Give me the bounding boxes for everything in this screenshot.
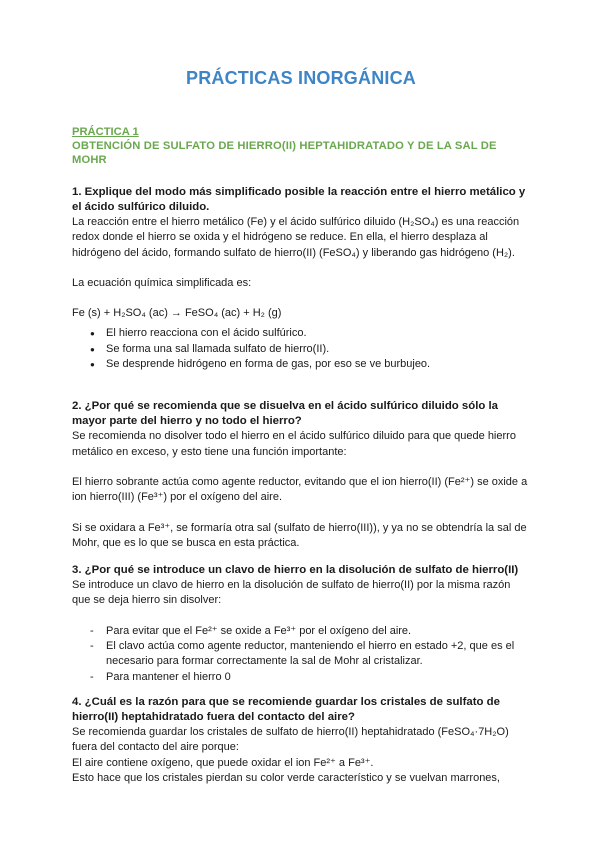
question-4-heading: 4. ¿Cuál es la razón para que se recomiende guardar los cristales de sulfato de hierro(II) heptahidratado fuera del contacto del aire?	[72, 695, 500, 723]
practice-header	[72, 125, 530, 167]
question-3	[72, 563, 530, 685]
list-item: - El clavo actúa como agente reductor, manteniendo el hierro en estado +2, que es el necesario para formar correctamente la sal de Mohr al cristalizar.	[90, 639, 530, 670]
question-4-line-2: El aire contiene oxígeno, que puede oxidar el ion Fe²⁺ a Fe³⁺.	[72, 756, 374, 769]
question-2-paragraph-3: Si se oxidara a Fe³⁺, se formaría otra sal (sulfato de hierro(III)), y ya no se obtendría la sal de Mohr, que es lo que se busca en esta práctica.	[72, 521, 527, 549]
question-3-answer: Se introduce un clavo de hierro en la disolución de sulfato de hierro(II) por la misma razón que se deja hierro sin disolver:	[72, 579, 511, 607]
question-1-answer: La reacción entre el hierro metálico (Fe) y el ácido sulfúrico diluido (H₂SO₄) es una reacción redox donde el hierro se oxida y el hidrógeno se reduce. En ella, el hierro desplaza al hidrógeno del ácido, formando sulfato de hierro(II) (FeSO₄) y liberando gas hidrógeno (H₂).	[72, 216, 520, 259]
question-4	[72, 695, 530, 786]
question-2	[72, 399, 530, 551]
list-item: ● Se desprende hidrógeno en forma de gas, por eso se ve burbujeo.	[90, 357, 530, 372]
chemical-equation: Fe (s) + H₂SO₄ (ac) → FeSO₄ (ac) + H₂ (g)	[72, 307, 282, 320]
question-2-answer: Se recomienda no disolver todo el hierro en el ácido sulfúrico diluido para que quede hierro metálico en exceso, y esto tiene una función importante:	[72, 430, 516, 458]
question-3-heading: 3. ¿Por qué se introduce un clavo de hierro en la disolución de sulfato de hierro(II)	[72, 564, 519, 577]
question-4-line-3: Esto hace que los cristales pierdan su color verde característico y se vuelvan marrones,	[72, 771, 500, 784]
question-1	[72, 185, 530, 372]
question-1-heading: 1. Explique del modo más simplificado posible la reacción entre el hierro metálico y el ácido sulfúrico diluido.	[72, 186, 526, 213]
list-item: ● El hierro reacciona con el ácido sulfúrico.	[90, 326, 530, 341]
question-4-answer: Se recomienda guardar los cristales de sulfato de hierro(II) heptahidratado (FeSO₄·7H₂O) fuera del contacto del aire porque:	[72, 725, 509, 754]
question-1-bullet-list	[72, 326, 530, 372]
document-title: PRÁCTICAS INORGÁNICA	[185, 68, 416, 88]
question-2-heading: 2. ¿Por qué se recomienda que se disuelva en el ácido sulfúrico diluido sólo la mayor parte del hierro y no todo el hierro?	[72, 400, 498, 428]
practice-subtitle: OBTENCIÓN DE SULFATO DE HIERRO(II) HEPTAHIDRATADO Y DE LA SAL DE MOHR	[72, 140, 497, 166]
list-item: - Para evitar que el Fe²⁺ se oxide a Fe³⁺ por el oxígeno del aire.	[90, 624, 530, 639]
list-item: ● Se forma una sal llamada sulfato de hierro(II).	[90, 342, 530, 357]
list-item: - Para mantener el hierro 0	[90, 670, 530, 685]
question-2-paragraph-2: El hierro sobrante actúa como agente reductor, evitando que el ion hierro(II) (Fe²⁺) se oxide a ion hierro(III) (Fe³⁺) por el oxígeno del aire.	[72, 475, 528, 504]
equation-intro: La ecuación química simplificada es:	[72, 276, 252, 289]
question-3-dash-list	[72, 624, 530, 685]
practice-label: PRÁCTICA 1	[72, 126, 139, 138]
